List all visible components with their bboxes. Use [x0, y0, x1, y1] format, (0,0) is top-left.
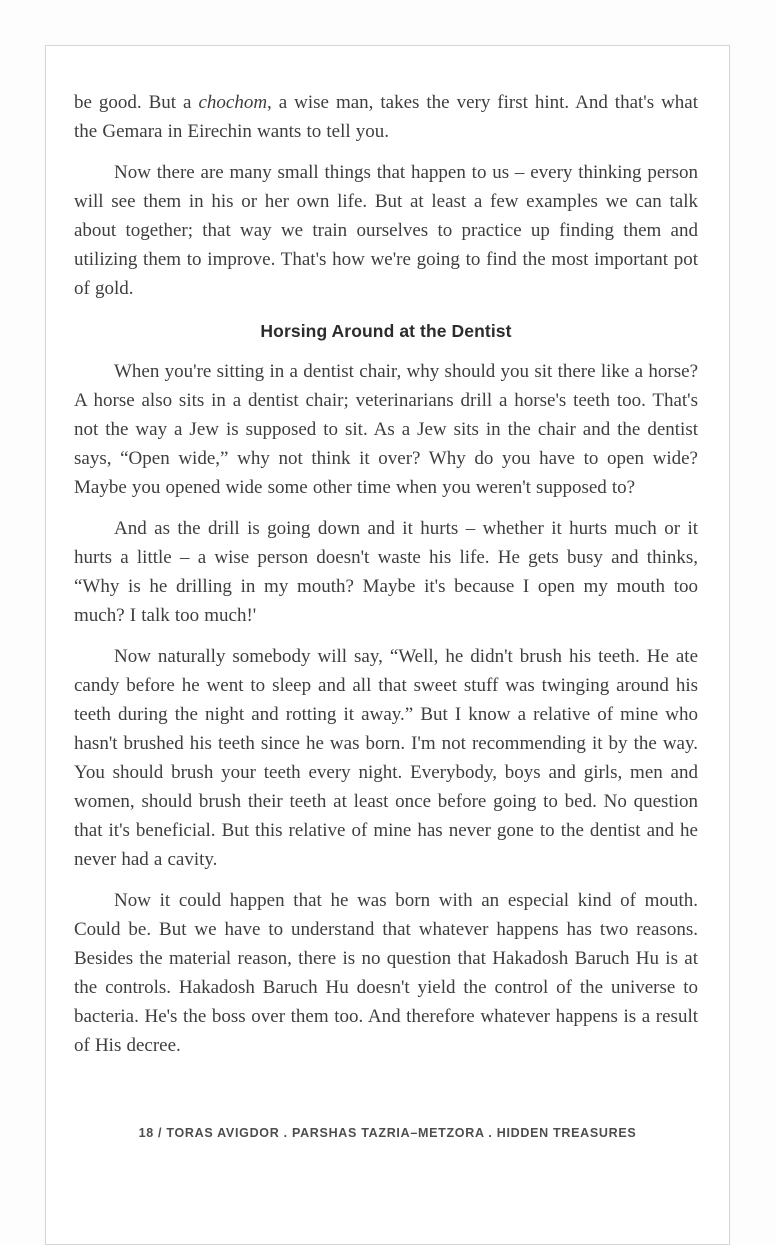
body-paragraph: [74, 642, 698, 874]
page-body: [74, 88, 698, 1060]
body-paragraph: [74, 158, 698, 303]
text-run: Now it could happen that he was born with an especial kind of mouth. Could be. But we have to understand that whatever happens has two reasons. Besides the material reason, there is no question that Hakadosh Baruch Hu is at the controls. Hakadosh Baruch Hu doesn't yield the control of the universe to bacteria. He's the boss over them too. And therefore whatever happens is a result of His decree.: [74, 890, 698, 1056]
body-paragraph: [74, 88, 698, 146]
running-footer: 18 / TORAS AVIGDOR . PARSHAS TAZRIA–METZORA . HIDDEN TREASURES: [138, 1126, 637, 1140]
book-page: [45, 45, 730, 1245]
section-heading: Horsing Around at the Dentist: [260, 321, 512, 341]
italic-term: chochom: [198, 92, 268, 113]
text-run: Now there are many small things that happen to us – every thinking person will see them in his or her own life. But at least a few examples we can talk about together; that way we train ourselves to practice up finding them and utilizing them to improve. That's how we're going to find the most important pot of gold.: [74, 162, 698, 299]
text-run: Now naturally somebody will say, “Well, he didn't brush his teeth. He ate candy before he went to sleep and all that sweet stuff was twinging around his teeth during the night and rotting it away.” But I know a relative of mine who hasn't brushed his teeth since he was born. I'm not recommending it by the way. You should brush your teeth every night. Everybody, boys and girls, men and women, should brush their teeth at least once before going to bed. No question that it's beneficial. But this relative of mine has never gone to the dentist and he never had a cavity.: [74, 646, 698, 870]
body-paragraph: [74, 886, 698, 1060]
text-run: be good. But a: [74, 92, 199, 113]
body-paragraph: [74, 514, 698, 630]
text-run: When you're sitting in a dentist chair, why should you sit there like a horse? A horse also sits in a dentist chair; veterinarians drill a horse's teeth too. That's not the way a Jew is supposed to sit. As a Jew sits in the chair and the dentist says, “Open wide,” why not think it over? Why do you have to open wide? Maybe you opened wide some other time when you weren't supposed to?: [74, 361, 698, 498]
text-run: , a wise man, takes the very first hint. And that's what the Gemara in Eirechin wants to tell you.: [74, 92, 699, 142]
text-run: And as the drill is going down and it hurts – whether it hurts much or it hurts a little – a wise person doesn't waste his life. He gets busy and thinks, “Why is he drilling in my mouth? Maybe it's because I open my mouth too much? I talk too much!': [74, 518, 698, 626]
body-paragraph: [74, 357, 698, 502]
